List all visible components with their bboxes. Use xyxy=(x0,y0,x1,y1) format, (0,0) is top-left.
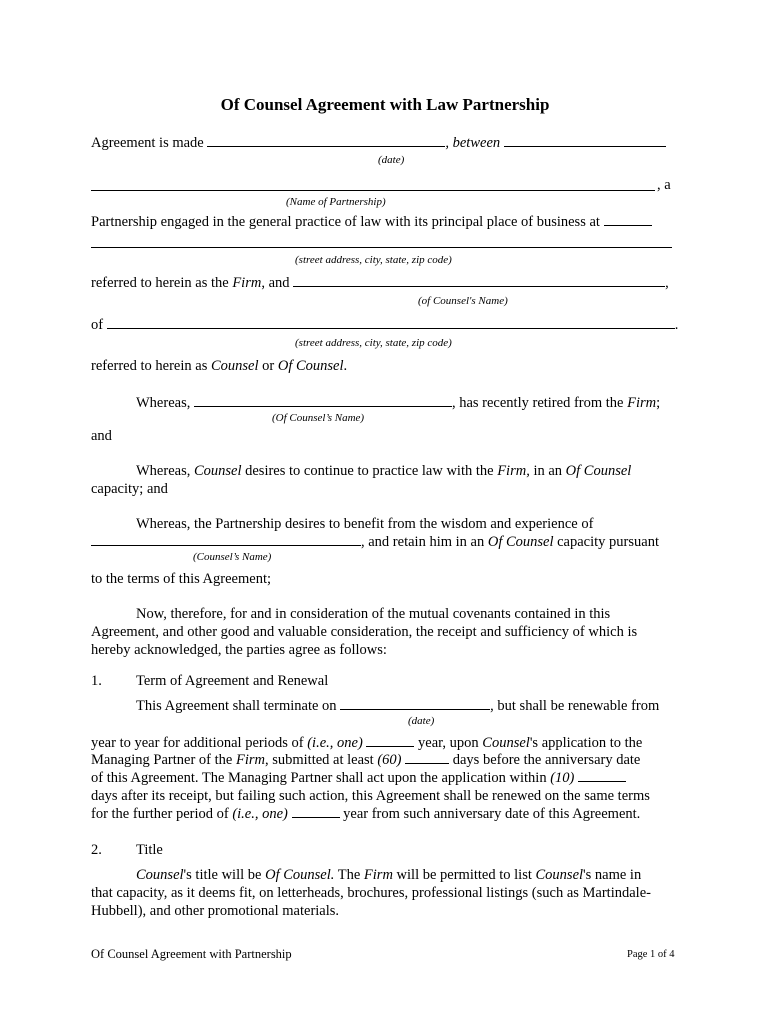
practice-line xyxy=(91,213,652,231)
whereas-2-of-counsel: Of Counsel xyxy=(565,463,632,479)
a-suffix: , a xyxy=(657,177,671,193)
page-number: Page 1 of 4 xyxy=(627,949,675,960)
days-within-blank[interactable] xyxy=(578,769,626,782)
between-party-blank[interactable] xyxy=(504,134,666,147)
business-address-blank-short[interactable] xyxy=(604,213,652,226)
counsel-word: Counsel xyxy=(210,358,259,374)
counsel-address-blank[interactable] xyxy=(107,316,675,329)
of-line xyxy=(91,316,678,334)
days-before-blank[interactable] xyxy=(405,751,449,764)
s2-l1b: 's title will be xyxy=(183,867,262,883)
address-caption-1: (street address, city, state, zip code) xyxy=(295,254,452,266)
comma: , xyxy=(665,275,669,291)
whereas-3-retain: , and retain him in an xyxy=(361,534,485,550)
s1-l2d: (60) xyxy=(377,752,402,768)
whereas-1-name-blank[interactable] xyxy=(194,394,452,407)
whereas-2-in-an: in an xyxy=(533,463,563,479)
section-1-number: 1. xyxy=(91,673,102,689)
whereas-2-mid: desires to continue to practice law with the xyxy=(245,463,494,479)
now-therefore-line-1: Now, therefore, for and in consideration of the mutual covenants contained in this xyxy=(136,606,611,622)
referred-prefix: referred to herein as xyxy=(91,358,208,374)
s1-l5a: for the further period of xyxy=(91,806,229,822)
between-text: , between xyxy=(445,135,501,151)
section-2-line-3: Hubbell), and other promotional materials. xyxy=(91,903,340,919)
address-caption-2: (street address, city, state, zip code) xyxy=(295,337,452,349)
or-word: or xyxy=(262,358,275,374)
s1-l1b: (i.e., one) xyxy=(307,735,363,751)
of-prefix: of xyxy=(91,317,104,333)
section-1-heading: Term of Agreement and Renewal xyxy=(136,673,329,689)
firm-prefix: referred to herein as the xyxy=(91,275,229,291)
s2-l1g: Counsel xyxy=(535,867,584,883)
section-1-line-3 xyxy=(91,769,626,787)
made-prefix: Agreement is made xyxy=(91,135,204,151)
partnership-name-blank[interactable] xyxy=(91,190,655,191)
whereas-3-caption: (Counsel’s Name) xyxy=(193,551,272,563)
whereas-2-prefix: Whereas, xyxy=(136,463,191,479)
whereas-3-line-3: to the terms of this Agreement; xyxy=(91,571,272,587)
section-1-line-5 xyxy=(91,805,640,823)
date-blank[interactable] xyxy=(207,134,445,147)
firm-word: Firm xyxy=(232,275,262,291)
s1-l2e: days before the anniversary date xyxy=(452,752,641,768)
s2-l1h: 's name in xyxy=(583,867,642,883)
referred-line xyxy=(91,357,347,375)
section-2-number: 2. xyxy=(91,842,102,858)
whereas-2-line-2: capacity; and xyxy=(91,481,168,497)
date-caption: (date) xyxy=(378,154,405,166)
document-title: Of Counsel Agreement with Law Partnership xyxy=(220,95,550,114)
whereas-3-capacity: capacity pursuant xyxy=(557,534,659,550)
section-1-date-caption: (date) xyxy=(408,715,435,727)
referred-end: . xyxy=(343,358,348,374)
s1-l5c: year from such anniversary date of this Agreement. xyxy=(343,806,641,822)
section-2-line-2: that capacity, as it deems fit, on letterheads, brochures, professional listings (such as Martindale- xyxy=(91,885,651,901)
intro-made-line xyxy=(91,134,666,152)
whereas-3-of-counsel: Of Counsel xyxy=(487,534,554,550)
s1-l3b: (10) xyxy=(550,770,575,786)
of-counsel-word: Of Counsel xyxy=(277,358,344,374)
renewal-period-blank[interactable] xyxy=(366,734,414,747)
termination-date-blank[interactable] xyxy=(340,697,490,710)
practice-text: Partnership engaged in the general practice of law with its principal place of business at xyxy=(91,214,600,230)
s2-l1e: Firm xyxy=(363,867,393,883)
firm-line xyxy=(91,274,669,292)
s1-l3a: of this Agreement. The Managing Partner shall act upon the application within xyxy=(91,770,547,786)
section-2-heading: Title xyxy=(136,842,163,858)
s1-l1e: 's application to the xyxy=(529,735,643,751)
whereas-3-name-blank[interactable] xyxy=(91,533,361,546)
now-therefore-line-2: Agreement, and other good and valuable consideration, the receipt and sufficiency of which is xyxy=(91,624,638,640)
partnership-name-caption: (Name of Partnership) xyxy=(286,196,386,208)
whereas-2-line xyxy=(136,462,631,480)
s1-l2c: , submitted at least xyxy=(264,752,374,768)
period: . xyxy=(674,317,679,333)
whereas-1-prefix: Whereas, xyxy=(136,395,191,411)
firm-and: , and xyxy=(261,275,290,291)
whereas-1-end: ; xyxy=(656,395,661,411)
renewable-text: , but shall be renewable from xyxy=(490,698,660,714)
s2-l1f: will be permitted to list xyxy=(396,867,532,883)
counsel-name-caption: (of Counsel's Name) xyxy=(418,295,508,307)
section-1-terminate-line xyxy=(136,697,659,715)
now-therefore-line-3: hereby acknowledged, the parties agree as follows: xyxy=(91,642,387,658)
s2-l1d: The xyxy=(337,867,361,883)
section-1-line-1 xyxy=(91,734,642,752)
s1-l2b: Firm xyxy=(235,752,265,768)
whereas-1-suffix: , has recently retired from the xyxy=(451,395,624,411)
whereas-2-firm: Firm, xyxy=(497,463,530,479)
s1-l2a: Managing Partner of the xyxy=(91,752,233,768)
s1-l5b: (i.e., one) xyxy=(232,806,288,822)
footer-title: Of Counsel Agreement with Partnership xyxy=(91,947,292,961)
section-1-line-2 xyxy=(91,751,640,769)
whereas-3-line-1: Whereas, the Partnership desires to benefit from the wisdom and experience of xyxy=(136,516,594,532)
counsel-name-blank[interactable] xyxy=(293,274,665,287)
whereas-3-line-2 xyxy=(91,533,659,551)
whereas-2-counsel: Counsel xyxy=(193,463,242,479)
whereas-1-line xyxy=(136,394,660,412)
s2-l1c: Of Counsel. xyxy=(265,867,335,883)
further-period-blank[interactable] xyxy=(292,805,340,818)
whereas-1-firm: Firm xyxy=(627,395,657,411)
s1-l1d: Counsel xyxy=(482,735,530,751)
s1-l1c: year, upon xyxy=(418,735,479,751)
s2-l1a: Counsel xyxy=(136,867,184,883)
section-2-line-1 xyxy=(136,866,641,884)
business-address-blank[interactable] xyxy=(91,247,672,248)
whereas-1-and: and xyxy=(91,428,112,444)
s1-l1a: year to year for additional periods of xyxy=(91,735,304,751)
section-1-line-4: days after its receipt, but failing such action, this Agreement shall be renewed on the same terms xyxy=(91,788,650,804)
terminate-prefix: This Agreement shall terminate on xyxy=(136,698,337,714)
whereas-1-caption: (Of Counsel’s Name) xyxy=(272,412,365,424)
